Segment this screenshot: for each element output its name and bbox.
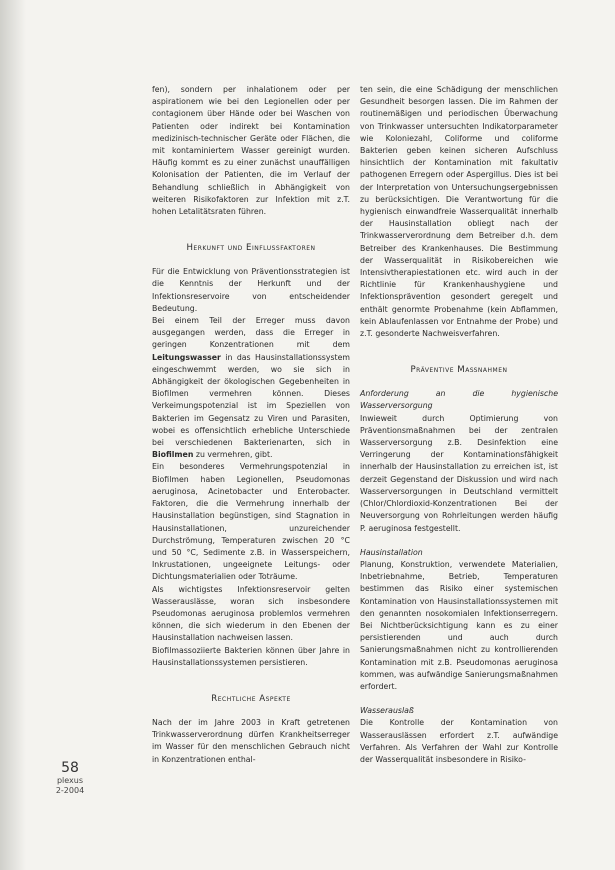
section-heading: Herkunft und Einflussfaktoren	[186, 243, 316, 254]
paragraph: fen), sondern per inhalationem oder per aspirationem wie bei den Legionellen oder per contagionem über Hände oder bei Waschen von Patienten oder indirekt bei Kontamination medizinisch-technischer Geräte oder Flächen, die mit kontaminiertem Wasser gereinigt wurden. Häufig kommt es zu einer zunächst unauffälligen Kolonisation der Patienten, die im Verlauf der Behandlung schließlich in Abhängigkeit von weiteren Risikofaktoren zur Infektion mit z.T. hohen Letalitätsraten führen.	[152, 85, 350, 217]
paragraph: ten sein, die eine Schädigung der menschlichen Gesundheit besorgen lassen. Die im Rahmen der routinemäßigen und periodischen Überwachung von Trinkwasser untersuchten Indikatorparameter wie Koloniezahl, Coliforme und coliforme Bakterien geben keinen sicheren Aufschluss hinsichtlich der Kontamination mit fakultativ pathogenen Erregern oder Aspergillus. Dies ist bei der Interpretation von Untersuchungsergebnissen zu berücksichtigen. Die Verantwortung für die hygienisch einwandfreie Wasserqualität innerhalb der Hausinstallation obliegt nach der Trinkwasserverordnung dem Betreiber d.h. dem Betreiber des Krankenhauses. Die Bestimmung der Wasserqualität in Risikobereichen wie Intensivtherapiestationen etc. wird auch in der Richtlinie für Krankenhaushygiene und Infektionsprävention gesondert geregelt und enthält genormte Probenahme (kein Abflammen, kein Ablaufenlassen vor Entnahme der Probe) und z.T. gesonderte Nachweisverfahren.	[360, 85, 558, 339]
paragraph: Als wichtigstes Infektionsreservoir gelten Wasserauslässe, woran sich insbesondere Pseudomonas aeruginosa problemlos vermehren können, die sich wiederum in den Ebenen der Hausinstallation nachweisen lassen.	[152, 584, 350, 643]
text-run: Bei einem Teil der Erreger muss davon ausgegangen werden, dass die Erreger in geringen Konzentrationen mit dem	[152, 316, 350, 350]
paragraph: Biofilmassoziierte Bakterien können über Jahre in Hausinstallationssystemen persistieren.	[152, 645, 350, 667]
paragraph	[152, 315, 350, 461]
subheading: Wasserauslaß	[360, 706, 414, 716]
paragraph: Planung, Konstruktion, verwendete Materialien, Inbetriebnahme, Betrieb, Temperaturen bestimmen das Risiko einer systemischen Kontamination von Hausinstallationssystemen mit den genannten nosokomialen Infektionserregern. Bei Nichtberücksichtigung kann es zu einer persistierenden und auch durch Sanierungsmaßnahmen nicht zu kontrollierenden Kontamination mit z.B. Pseudomonas aeruginosa kommen, was aufwändige Sanierungsmaßnahmen erfordert.	[360, 559, 558, 691]
subheading: Hausinstallation	[360, 547, 423, 557]
issue-number: 2-2004	[55, 786, 85, 795]
magazine-name: plexus	[56, 776, 84, 785]
paragraph: Für die Entwicklung von Präventionsstrategien ist die Kenntnis der Herkunft und der Infektionsreservoire von entscheidender Bedeutung.	[152, 267, 350, 313]
page-folio	[40, 760, 100, 796]
paragraph: Ein besonderes Vermehrungspotenzial in Biofilmen haben Legionellen, Pseudomonas aeruginosa, Acinetobacter und Enterobacter. Faktoren, die die Vermehrung innerhalb der Hausinstallation begünstigen, sind Stagnation in Hausinstallationen, unzureichender Durchströmung, Temperaturen zwischen 20 °C und 50 °C, Sedimente z.B. in Wasserspeichern, Inkrustationen, ungeeignete Leitungs- oder Dichtungsmaterialien oder Toträume.	[152, 462, 350, 582]
text-run: in das Hausinstallationssystem eingeschwemmt werden, wo sie sich in Abhängigkeit der ökologischen Gegebenheiten in Biofilmen vermehren können. Dieses Verkeimungspotenzial ist im Speziellen von Bakterien im Gegensatz zu Viren und Parasiten, wobei es offensichtlich erhebliche Unterschiede bei verschiedenen Bakterienarten, sich in	[152, 352, 350, 448]
text-run: zu vermehren, gibt.	[193, 450, 273, 460]
bold-term: Leitungswasser	[152, 352, 221, 362]
page-number: 58	[61, 760, 79, 776]
paragraph: Inwieweit durch Optimierung von Präventionsmaßnahmen bei der zentralen Wasserversorgung z.B. Desinfektion eine Verringerung der Kontaminationsfähigkeit innerhalb der Hausinstallation zu erreichen ist, ist derzeit Gegenstand der Diskussion und wird nach Wasserversorgungen in Deutschland vermittelt (Chlor/Chlordioxid-Konzentrationen Bei der Neuversorgung von Rohrleitungen werden häufig P. aeruginosa festgestellt.	[360, 413, 558, 533]
text-column-right	[360, 84, 558, 766]
bold-term: Biofilmen	[152, 450, 194, 460]
binding-shadow	[0, 0, 26, 870]
section-heading: Präventive Maßnahmen	[410, 365, 508, 376]
text-column-left	[152, 84, 350, 766]
subheading: Anforderung an die hygienische Wasserversorgung	[360, 389, 558, 411]
section-heading: Rechtliche Aspekte	[211, 693, 291, 704]
paragraph: Nach der im Jahre 2003 in Kraft getretenen Trinkwasserverordnung dürfen Krankheitserreger im Wasser für den menschlichen Gebrauch nicht in Konzentrationen enthal-	[152, 717, 350, 764]
paragraph: Die Kontrolle der Kontamination von Wasserauslässen erfordert z.T. aufwändige Verfahren. Als Verfahren der Wahl zur Kontrolle der Wasserqualität insbesondere in Risiko-	[360, 718, 558, 764]
